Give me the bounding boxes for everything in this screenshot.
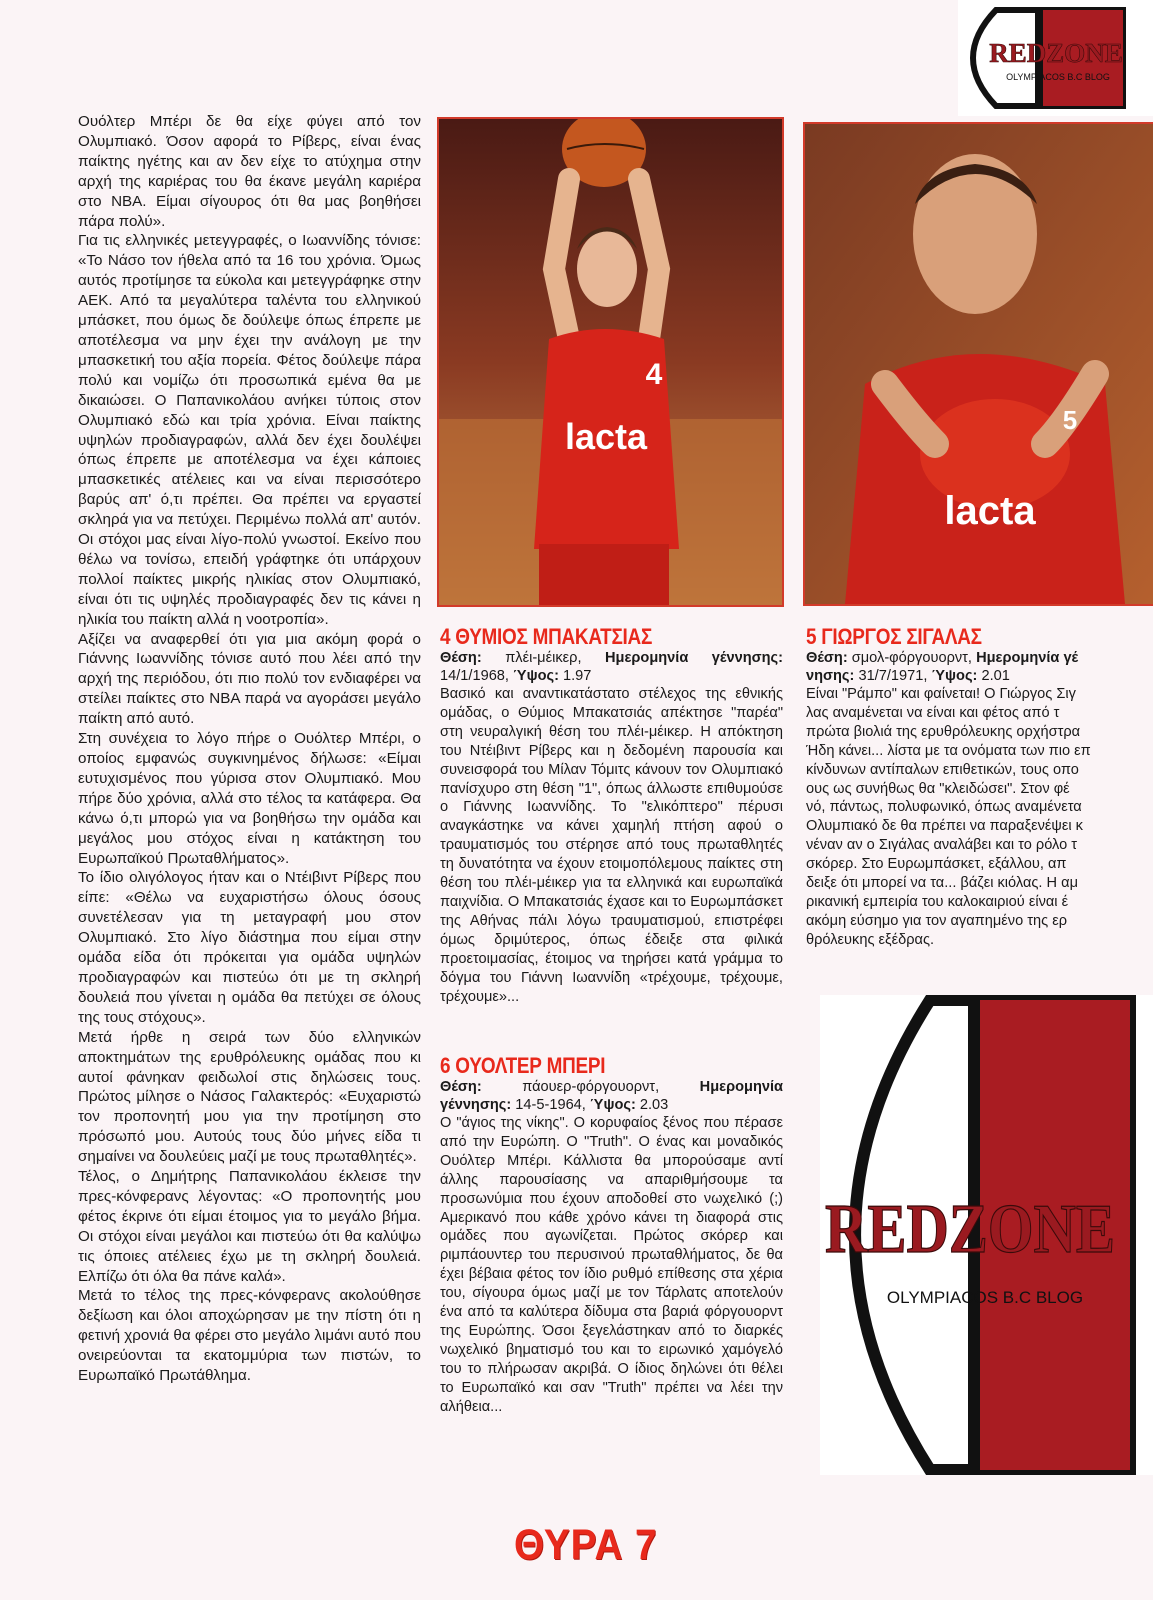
player-5-meta: [806, 649, 1153, 667]
position-label: Θέση:: [440, 1079, 482, 1095]
logo-title: REDZONE: [989, 38, 1123, 68]
position-value: πάουερ-φόργουορντ,: [522, 1079, 660, 1095]
bio-line: Είναι "Ράμπο" και φαίνεται! Ο Γιώργος Σιγ: [806, 686, 1076, 702]
redzone-logo-small: [958, 0, 1153, 116]
birth-label-2: νησης:: [806, 668, 855, 684]
birth-value: 14-5-1964,: [515, 1097, 586, 1113]
player-5-meta-2: [806, 667, 1153, 685]
article-paragraph: Τέλος, ο Δημήτρης Παπανικολάου έκλεισε την πρες-κόνφερανς λέγοντας: «Ο προπονητής μου φέτος έκρινε ότι είμαι έτοιμος για το μεγάλο βήμα. Οι στόχοι είναι μεγάλοι και πιστεύω ότι θα καλύψω τις όποιες ατέλειες έχω με τη σκληρή δουλειά. Ελπίζω ότι όλα θα πάνε καλά».: [78, 1168, 421, 1285]
article-paragraph: Μετά ήρθε η σειρά των δύο ελληνικών αποκτημάτων της ερυθρόλευκης ομάδας που κι αυτοί φάνηκαν φειδωλοί στις δηλώσεις τους. Πρώτος μίλησε ο Νάσος Γαλακτερός: «Ευχαριστώ τον προπονητή μου για την προτίμηση στο πρόσωπό μου. Αυτούς τους δύο μήνες είδα τι σημαίνει να δουλεύεις μαζί με τους πρωταθλητές».: [78, 1028, 421, 1166]
position-label: Θέση:: [806, 650, 848, 666]
position-value: πλέι-μέικερ,: [505, 650, 582, 666]
position-value: σμολ-φόργουορντ,: [851, 650, 972, 666]
redzone-logo-large: [820, 995, 1153, 1475]
birth-value: 31/7/1971,: [858, 668, 928, 684]
player-5-profile: [806, 625, 1153, 950]
player-6-bio: Ο "άγιος της νίκης". Ο κορυφαίος ξένος που πέρασε από την Ευρώπη. Ο "Truth". Ο ένας και μοναδικός Ουόλτερ Μπέρι. Κάλλιστα θα μπορούσαμε αντί άλλης παρουσίασης να απαριθμήσουμε τα προσωνύμια που έχουν αποδοθεί στο νωχελικό (;) Αμερικανό που κάθε χρόνο κάνει τη διαφορά στις ομάδες που αγωνίζεται. Πρώτος σκόρερ και ριμπάουντερ του περυσινού πρωταθλήματος, δε θα έχει βέβαια φέτος τον ίδιο ρυθμό επίθεσης στα χέρια του, σίγουρα όμως μαζί με τον Τάρλατς αποτελούν ένα από τα καλύτερα δίδυμα στα βαριά φόργουορντ της Ευρώπης. Όσοι ξεγελάστηκαν από το διαρκές νωχελικό βηματισμό του και το ειρωνικό χαμόγελό του το πλήρωσαν ακριβά. Ο ίδιος δηλώνει ότι θέλει το Ευρωπαϊκό και σαν "Truth" πρέπει να λέει την αλήθεια...: [440, 1115, 783, 1415]
player-4-profile: [440, 625, 783, 1006]
bio-line: ους ως συνήθως θα "κλειδώσει". Στον φέ: [806, 780, 1070, 797]
article-paragraph: Μετά το τέλος της πρες-κόνφερανς ακολούθησε δεξίωση και όλοι αποχώρησαν με την πίστη ότι η φετινή χρονιά θα φέρει στο μεγάλο λιμάνι αυτό που ονειρεύονται τα εκατομμύρια των πιστών, το Ευρωπαϊκό Πρωτάθλημα.: [78, 1287, 421, 1385]
logo-subtitle: OLYMPIACOS B.C BLOG: [886, 1288, 1084, 1307]
player-4-name: 4 ΘΥΜΙΟΣ ΜΠΑΚΑΤΣΙΑΣ: [440, 624, 653, 649]
jersey-text: lacta: [564, 416, 648, 457]
player-4-bio: Βασικό και αναντικατάστατο στέλεχος της εθνικής ομάδας, ο Θύμιος Μπακατσιάς απέκτησε "παρέα" στη νευραλγική θέση του πλέι-μέικερ. Η απόκτηση του Ντέιβιντ Ρίβερς και η δεδομένη παρουσία και συνεισφορά του Μίλαν Τόμιτς κάνουν τον Ολυμπιακό πανίσχυρο στη θέση "1", όπως άλλωστε επιθυμούσε ο Γιάννης Ιωαννίδης. Το "ελικόπτερο" πέρυσι αναγκάστηκε να κάνει χαμηλή πτήση αφού ο τραυματισμός του στέρησε από τους πρωταθλητές τη δυνατότητα να έχουν ετοιμοπόλεμους παίκτες στη θέση του πλέι-μέικερ για τα ελληνικά και ευρωπαϊκά παιχνίδια. Ο Μπακατσιάς έχασε και το Ευρωμπάσκετ της Αθήνας πάλι λόγω τραυματισμού, επιστρέφει όμως δριμύτερος, όπως έδειξε στα φιλικά προετοιμασίας, έτοιμος να τηρήσει κατά γράμμα το δόγμα του Γιάννη Ιωαννίδη «τρέχουμε, τρέχουμε, τρέχουμε»...: [440, 686, 783, 1005]
logo-title: REDZONE: [825, 1191, 1115, 1268]
height-label: Ύψος:: [589, 1097, 636, 1113]
bio-line: Ήδη κάνει... λίστα με τα ονόματα των πιο επ: [806, 742, 1091, 759]
logo-subtitle: OLYMPIACOS B.C BLOG: [1006, 72, 1110, 82]
bio-line: Ολυμπιακό δε θα πρέπει να παραξενέψει κ: [806, 818, 1083, 835]
bio-line: ρικανική εμπειρία του καλοκαιριού είναι έ: [806, 893, 1069, 910]
player-5-bio: [806, 685, 1153, 950]
article-paragraph: Αξίζει να αναφερθεί ότι για μια ακόμη φορά ο Γιάννης Ιωαννίδης τόνισε αυτό που λέει από την αρχή της περιόδου, ότι πιο πολύ τον ενδιαφέρει να στείλει παίκτες στο ΝΒΑ παρά να αγοράσει μεγάλο παίκτη από αυτό.: [78, 630, 421, 728]
height-value: 2.03: [639, 1097, 669, 1113]
article-paragraph: Ουόλτερ Μπέρι δε θα είχε φύγει από τον Ολυμπιακό. Όσον αφορά το Ρίβερς, είναι ένας παίκτης ηγέτης και αν δεν είχε το ατύχημα στην αρχή της καριέρας του θα έκανε μεγάλη καριέρα στο ΝΒΑ. Είμαι σίγουρος ότι θα μας βοηθήσει πάρα πολύ».: [78, 113, 421, 230]
bio-line: νό, πάντως, πολυφωνικό, όπως αναμένετα: [806, 799, 1082, 816]
player-5-photo: [803, 122, 1153, 606]
birth-value: 14/1/1968,: [440, 668, 509, 684]
player-6-meta: [440, 1078, 783, 1114]
jersey-text: lacta: [944, 489, 1036, 533]
player-6-profile: [440, 1054, 783, 1417]
bio-line: δειξε ότι μπορεί να τα... βάζει κιόλας. Η αμ: [806, 875, 1078, 892]
bio-line: πρώτα βιολιά της ερυθρόλευκης ορχήστρα: [806, 723, 1081, 740]
left-article-column: [78, 112, 421, 1386]
birth-label: Ημερομηνία γέννησης:: [605, 650, 784, 666]
height-label: Ύψος:: [513, 668, 559, 684]
bio-line: σκόρερ. Στο Ευρωμπάσκετ, εξάλλου, απ: [806, 856, 1067, 873]
birth-label: Ημερομηνία γέ: [976, 650, 1079, 666]
magazine-title: ΘΥΡΑ 7: [514, 1521, 658, 1569]
height-value: 2.01: [981, 668, 1010, 684]
height-value: 1.97: [563, 668, 592, 684]
player-4-meta: [440, 649, 783, 685]
position-label: Θέση:: [440, 650, 482, 666]
article-paragraph: Στη συνέχεια το λόγο πήρε ο Ουόλτερ Μπέρι, ο οποίος εμφανώς συγκινημένος δήλωσε: «Είμαι ευτυχισμένος που γύρισα στον Ολυμπιακό. Μου πήρε δύο χρόνια, αλλά στο τέλος τα κατάφερα. Θα κάνω ό,τι μπορώ για να βοηθήσω την ομάδα και μεγάλος μου στόχος είναι η κατάκτηση του Ευρωπαϊκού Πρωταθλήματος».: [78, 730, 421, 867]
bio-line: λας αναμένεται να είναι και φέτος από τ: [806, 704, 1060, 721]
article-paragraph: Το ίδιο ολιγόλογος ήταν και ο Ντέιβιντ Ρίβερς που είπε: «Θέλω να ευχαριστήσω όλους όσους συνετέλεσαν για τη μεταγραφή μου στον Ολυμπιακό. Στο λίγο διάστημα που είμαι στην ομάδα είδα ότι πρόκειται για ομάδα υψηλών προδιαγραφών και πιστεύω ότι με τη σκληρή δουλειά που γίνεται η ομάδα θα πετύχει σε όλους της τους στόχους».: [78, 869, 421, 1026]
player-5-name: 5 ΓΙΩΡΓΟΣ ΣΙΓΑΛΑΣ: [806, 625, 982, 649]
bio-line: θρόλευκης εξέδρας.: [806, 931, 935, 948]
jersey-number: 5: [1062, 405, 1078, 435]
bio-line: νέναν αν ο Σιγάλας αναλάβει και το ρόλο τ: [806, 837, 1078, 854]
player-6-name: 6 ΟΥΟΛΤΕΡ ΜΠΕΡΙ: [440, 1053, 606, 1078]
player-4-photo: [437, 117, 784, 607]
height-label: Ύψος:: [931, 668, 978, 684]
article-paragraph: Για τις ελληνικές μετεγγραφές, ο Ιωαννίδης τόνισε: «Το Νάσο τον ήθελα από τα 16 του χρόνια. Όμως αυτός προτίμησε τα εύκολα και μετεγγράφηκε στην ΑΕΚ. Από τα μεγαλύτερα ταλέντα του ελληνικού μπάσκετ, που όμως δε δούλεψε όπως έπρεπε με αποτέλεσμα να μην έχει την ανάλογη με την μπασκετική του αξία πορεία. Φέτος δούλεψε πάρα πολύ και νομίζω ότι προσωπικά εμένα θα με δικαιώσει. Ο Παπανικολάου ανήκει τύποις στον Ολυμπιακό εδώ και τρία χρόνια. Είναι παίκτης υψηλών προδιαγραφών, αλλά δεν έχει δουλέψει όπως έπρεπε με αποτέλεσμα να έχει κάποιες μπασκετικές ατέλειες και να είναι περισσότερο βαρύς απ' ό,τι πρέπει. Θα πρέπει να εργαστεί σκληρά για να πετύχει. Περιμένω πολλά απ' αυτόν. Οι στόχοι μας είναι λίγο-πολύ γνωστοί. Εκείνο που θέλω να τονίσω, επειδή γράφτηκε ότι υπάρχουν πολλοί παίκτες μικρής ηλικίας στον Ολυμπιακό, είναι ότι τις υψηλές προδιαγραφές δεν τις κάνει η ηλικία του παίκτη αλλά η νοοτροπία».: [78, 232, 421, 628]
jersey-number: 4: [645, 358, 663, 391]
bio-line: κίνδυνων αντίπαλων επιθετικών, τους οπο: [806, 761, 1079, 778]
bio-line: ακόμη εύσημο για τον αγαπημένο της ερ: [806, 912, 1068, 929]
birth-label: Ημερομηνία γέννησης:: [440, 1079, 783, 1113]
